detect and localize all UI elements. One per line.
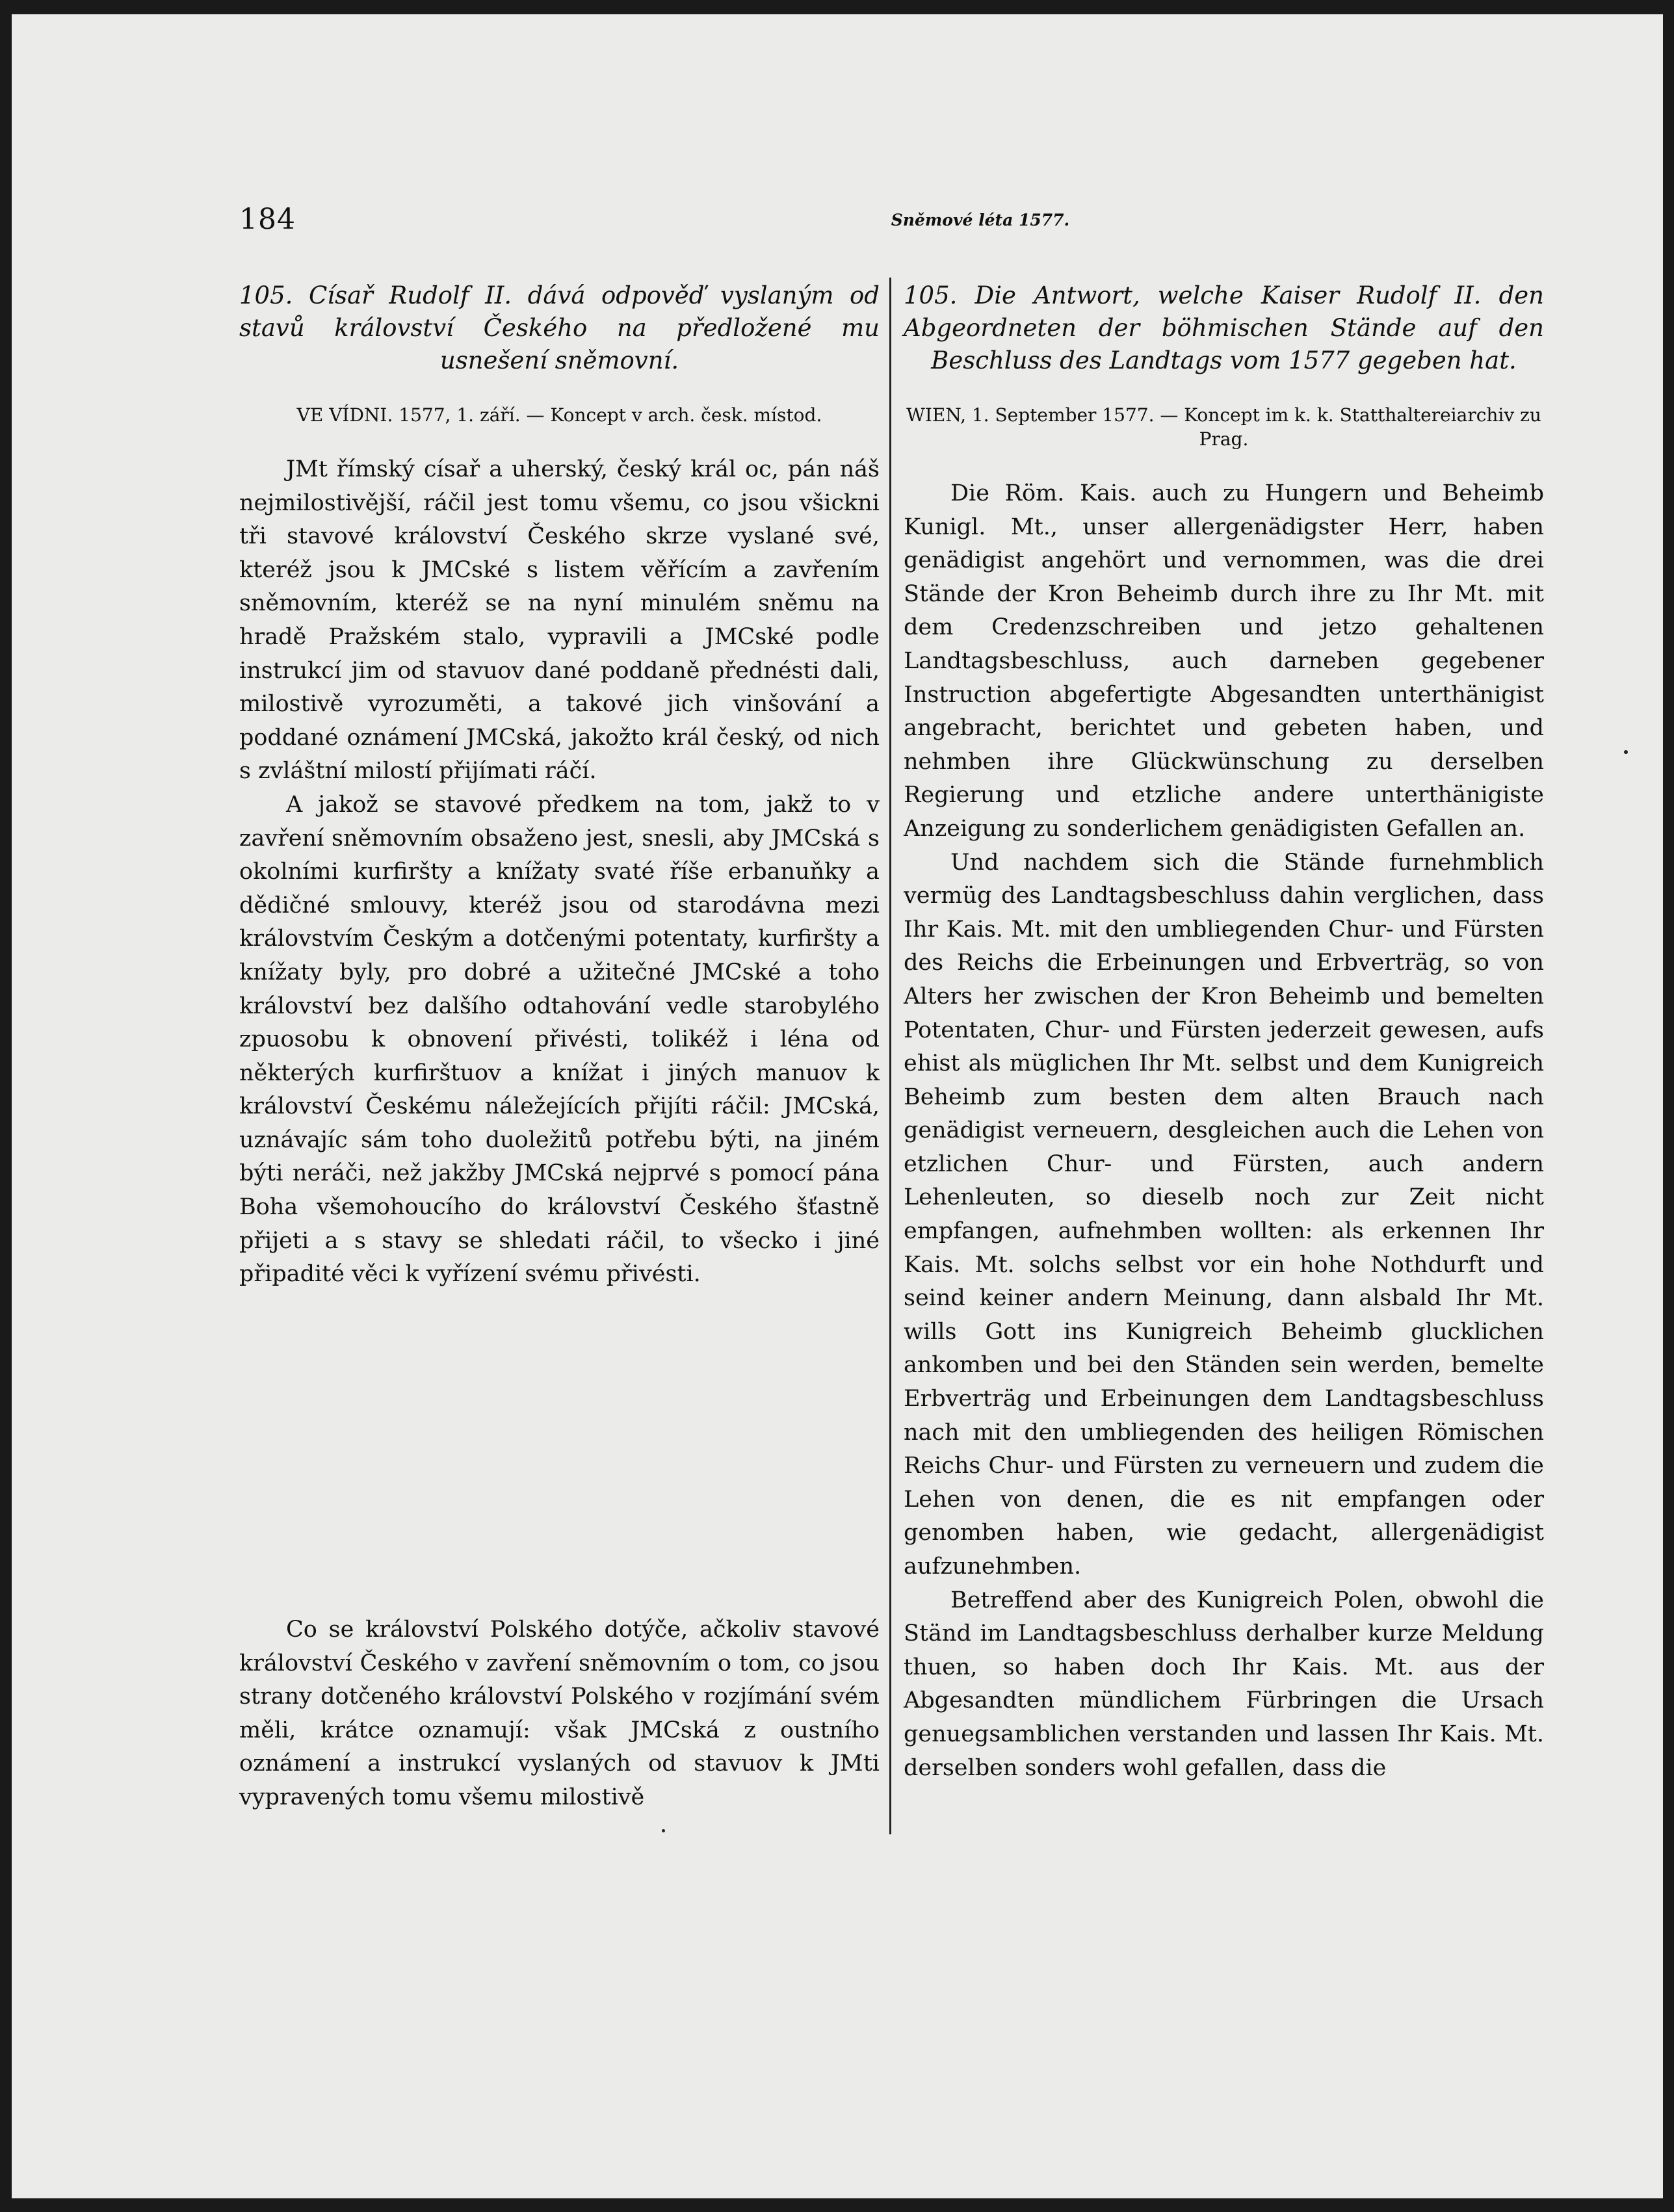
- czech-title: 105. Císař Rudolf II. dává odpověď vyslaným od stavů království Českého na předložené mu usnešení sněmovní.: [239, 281, 880, 374]
- speck-mark: [1624, 750, 1628, 754]
- czech-paragraph-2: A jakož se stavové předkem na tom, jakž to v zavření sněmovním obsaženo jest, snesli, aby JMCská s okolními kurfiršty a knížaty svaté říše erbanuňky a dědičné smlouvy, kteréž jsou od starodávna mezi královstvím Českým a dotčenými potentaty, kurfiršty a knížaty byly, pro dobré a užitečné JMCské a toho království bez dalšího odtahování vedle starobylého zpuosobu k obnovení přivésti, tolikéž i léna od některých kurfirštuov a knížat i jiných manuov k království Českému náležejících přijíti ráčil: JMCská, uznávajíc sám toho duoležitů potřebu býti, na jiném býti neráči, než jakžby JMCská nejprvé s pomocí pána Boha všemohoucího do království Českého šťastně přijeti a s stavy se shledati ráčil, to všecko i jiné připadité věci k vyřízení svému přivésti.: [239, 791, 880, 1288]
- czech-source-note: VE VÍDNI. 1577, 1. září. — Koncept v arch. česk. místod.: [296, 404, 822, 426]
- czech-column: [239, 280, 880, 1840]
- page-sheet: [12, 14, 1663, 2198]
- czech-paragraph-1: JMt římský císař a uherský, český král oc, pán náš nejmilostivější, ráčil jest tomu všemu, co jsou všickni tři stavové království Českého skrze vyslané své, kteréž jsou k JMCské s listem věřícím a zavřením sněmovním, kteréž se na nyní minulém sněmu na hradě Pražském stalo, vypravili a JMCské podle instrukcí jim od stavuov dané poddaně přednésti dali, milostivě vyrozuměti, a takové jich vinšování a poddané oznámení JMCská, jakožto král český, od nich s zvláštní milostí přijímati ráčí.: [239, 456, 880, 785]
- german-source-note: WIEN, 1. September 1577. — Koncept im k. k. Statthaltereiarchiv zu Prag.: [906, 404, 1541, 450]
- page-number: 184: [239, 203, 296, 236]
- german-paragraph-3: Betreffend aber des Kunigreich Polen, obwohl die Ständ im Landtagsbeschluss derhalber kurze Meldung thuen, so haben doch Ihr Kais. Mt. aus der Abgesandten mündlichem Fürbringen die Ursach genuegsamblichen verstanden und lassen Ihr Kais. Mt. derselben sonders wohl gefallen, dass die: [904, 1587, 1544, 1781]
- page-header: [239, 203, 1526, 242]
- speck-mark: [662, 1829, 665, 1832]
- czech-paragraph-3: Co se království Polského dotýče, ačkoliv stavové království Českého v zavření sněmovním o tom, co jsou strany dotčeného království Polského v rozjímání svém měli, krátce oznamují: však JMCská z oustního oznámení a instrukcí vyslaných od stavuov k JMti vypravených tomu všemu milostivě: [239, 1617, 880, 1810]
- german-paragraph-1: Die Röm. Kais. auch zu Hungern und Beheimb Kunigl. Mt., unser allergenädigster Herr, haben genädigist angehört und vernommen, was die drei Stände der Kron Beheimb durch ihre zu Ihr Mt. mit dem Credenzschreiben und jetzo gehaltenen Landtagsbeschluss, auch darneben gegebener Instruction abgefertigte Abgesandten unterthänigist angebracht, berichtet und gebeten haben, und nehmben ihre Glückwünschung zu derselben Regierung und etzliche andere unterthänigiste Anzeigung zu sonderlichem genädigisten Gefallen an.: [904, 480, 1544, 842]
- german-title: 105. Die Antwort, welche Kaiser Rudolf II. den Abgeordneten der böhmischen Stände auf den Beschluss des Landtags vom 1577 gegeben hat.: [904, 281, 1544, 374]
- running-title: Sněmové léta 1577.: [891, 211, 1070, 229]
- german-column: [904, 280, 1544, 1840]
- column-divider: [889, 278, 891, 1834]
- german-paragraph-2: Und nachdem sich die Stände furnehmblich vermüg des Landtagsbeschluss dahin verglichen, dass Ihr Kais. Mt. mit den umbliegenden Chur- und Fürsten des Reichs die Erbeinungen und Erbverträg, so von Alters her zwischen der Kron Beheimb und bemelten Potentaten, Chur- und Fürsten jederzeit gewesen, aufs ehist als müglichen Ihr Mt. selbst und dem Kunigreich Beheimb zum besten dem alten Brauch nach genädigist verneuern, desgleichen auch die Lehen von etzlichen Chur- und Fürsten, auch andern Lehenleuten, so dieselb noch zur Zeit nicht empfangen, aufnehmben wollten: als erkennen Ihr Kais. Mt. solchs selbst vor ein hohe Nothdurft und seind keiner andern Meinung, dann alsbald Ihr Mt. wills Gott ins Kunigreich Beheimb glucklichen ankomben und bei den Ständen sein werden, bemelte Erbverträg und Erbeinungen dem Landtagsbeschluss nach mit den umbliegenden des heiligen Römischen Reichs Chur- und Fürsten zu verneuern und zudem die Lehen von denen, die es nit empfangen oder genomben haben, wie gedacht, allergenädigist aufzunehmben.: [904, 849, 1544, 1580]
